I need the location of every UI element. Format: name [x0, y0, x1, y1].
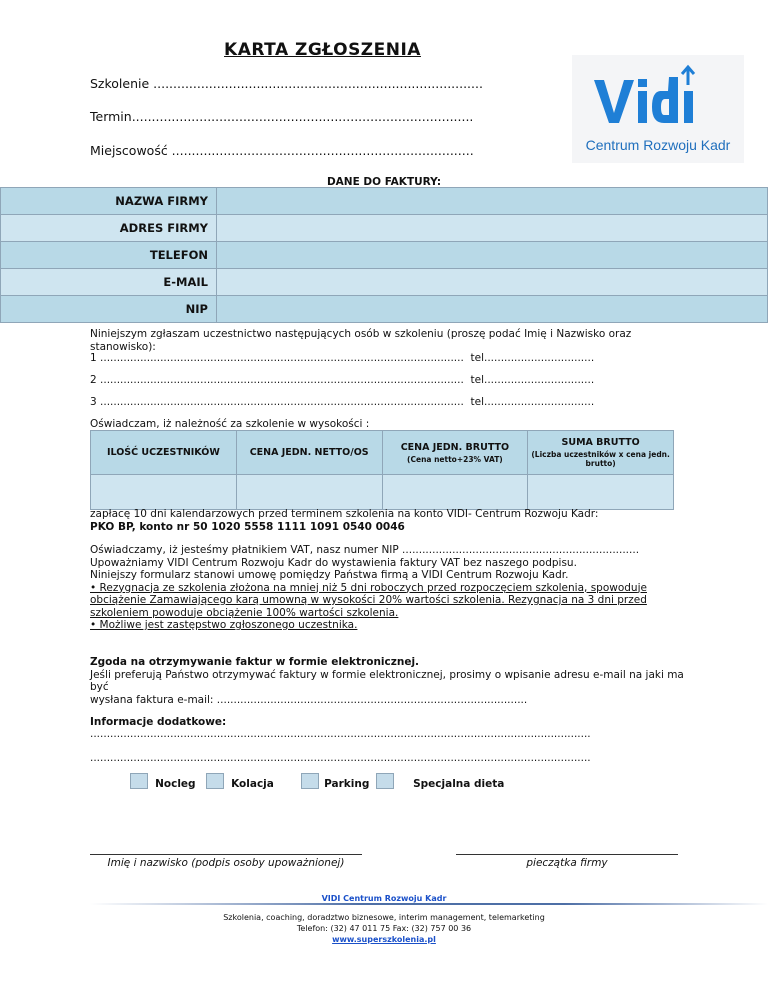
- footer-contact: Telefon: (32) 47 011 75 Fax: (32) 757 00 36: [296, 924, 472, 933]
- col-sum-header: [528, 431, 674, 475]
- col-gross-price-header: [382, 431, 528, 475]
- einvoice-heading: Zgoda na otrzymywanie faktur w formie elektronicznej.: [90, 656, 420, 668]
- stamp-line: [456, 854, 678, 855]
- invoice-label: TELEFON: [1, 242, 217, 269]
- extra-info-line-2[interactable]: ......................................................................................................................................................: [90, 752, 591, 764]
- agreement-text: Niniejszy formularz stanowi umowę pomiędzy Państwa firmą a VIDI Centrum Rozwoju Kadr.: [90, 569, 569, 581]
- participant-tel: tel.................................: [470, 374, 595, 386]
- extra-info-line-1[interactable]: ......................................................................................................................................................: [90, 728, 591, 740]
- participants-intro: Niniejszym zgłaszam uczestnictwo następujących osób w szkoleniu (proszę podać Imię i Nazwisko oraz stanowisko):: [90, 328, 632, 353]
- logo-subtitle: Centrum Rozwoju Kadr: [585, 137, 731, 153]
- participants-count-input[interactable]: [91, 475, 237, 510]
- authorization-text: Upoważniamy VIDI Centrum Rozwoju Kadr do wystawienia faktury VAT bez naszego podpisu.: [90, 556, 577, 569]
- participant-tel: tel.................................: [470, 396, 595, 408]
- terms-block: [90, 544, 700, 632]
- payment-declaration: Oświadczam, iż należność za szkolenie w wysokości :: [90, 418, 370, 430]
- resignation-text: • Rezygnacja ze szkolenia złożona na mniej niż 5 dni roboczych przed rozpoczęciem szkolenia, spowoduje obciążenie Zamawiającego karą umowną w wysokości 20% wartości szkolenia. Rezygnacja na 3 dni przed szkoleniem powoduje obciążenie 100% wartości szkolenia.: [90, 581, 647, 619]
- special-diet-checkbox[interactable]: [376, 773, 504, 793]
- parking-checkbox[interactable]: [301, 773, 369, 793]
- invoice-heading: DANE DO FAKTURY:: [326, 176, 442, 188]
- checkbox-box[interactable]: [301, 773, 319, 789]
- payment-table: [90, 430, 674, 510]
- invoice-row: [1, 188, 768, 215]
- checkbox-box[interactable]: [376, 773, 394, 789]
- participant-name: 3 .............................................................................................................: [90, 396, 464, 408]
- invoice-label: ADRES FIRMY: [1, 215, 217, 242]
- special-diet-label: Specjalna dieta: [413, 778, 505, 790]
- checkbox-box[interactable]: [130, 773, 148, 789]
- einvoice-block: [90, 656, 690, 706]
- arrow-icon: [682, 67, 694, 85]
- invoice-label: NAZWA FIRMY: [1, 188, 217, 215]
- invoice-label: NIP: [1, 296, 217, 323]
- col-gross-price-label: CENA JEDN. BRUTTO: [400, 441, 510, 453]
- net-price-input[interactable]: [236, 475, 382, 510]
- kolacja-checkbox[interactable]: [206, 773, 274, 793]
- vat-line: Oświadczamy, iż jesteśmy płatnikiem VAT, nasz numer NIP .......................................................................: [90, 544, 640, 556]
- kolacja-label: Kolacja: [231, 778, 274, 790]
- participant-line-1[interactable]: [90, 352, 594, 364]
- participant-line-2[interactable]: [90, 374, 594, 386]
- invoice-row: [1, 269, 768, 296]
- col-participants-header: ILOŚĆ UCZESTNIKÓW: [91, 431, 237, 475]
- form-title: KARTA ZGŁOSZENIA: [224, 40, 421, 60]
- gross-price-input[interactable]: [382, 475, 528, 510]
- sum-input[interactable]: [528, 475, 674, 510]
- stamp-caption: pieczątka firmy: [526, 857, 608, 869]
- nocleg-label: Nocleg: [155, 778, 196, 790]
- company-address-input[interactable]: [217, 215, 768, 242]
- col-sum-note: (Liczba uczestników x cena jedn. brutto): [531, 450, 670, 468]
- footer: [0, 893, 768, 945]
- einvoice-email-field[interactable]: wysłana faktura e-mail: .............................................................................................: [90, 693, 528, 706]
- einvoice-text: Jeśli preferują Państwo otrzymywać faktury w formie elektronicznej, prosimy o wpisanie adresu e-mail na jaki ma być: [90, 668, 684, 693]
- participant-tel: tel.................................: [470, 352, 595, 364]
- date-field[interactable]: Termin......................................................................................: [90, 109, 474, 124]
- bank-account: PKO BP, konto nr 50 1020 5558 1111 1091 0540 0046: [90, 520, 405, 533]
- participant-line-3[interactable]: [90, 396, 594, 408]
- substitution-text: • Możliwe jest zastępstwo zgłoszonego uczestnika.: [90, 619, 358, 631]
- invoice-label: E-MAIL: [1, 269, 217, 296]
- city-field[interactable]: Miejscowość ............................................................................: [90, 143, 474, 158]
- payment-line: zapłacę 10 dni kalendarzowych przed terminem szkolenia na konto VIDI- Centrum Rozwoju Kadr:: [90, 508, 599, 520]
- col-sum-label: SUMA BRUTTO: [561, 437, 640, 448]
- col-gross-price-note: (Cena netto+23% VAT): [407, 454, 503, 464]
- payment-info: [90, 508, 710, 533]
- footer-services: Szkolenia, coaching, doradztwo biznesowe, interim management, telemarketing: [223, 913, 545, 922]
- invoice-row: [1, 242, 768, 269]
- vidi-logo: [572, 55, 744, 163]
- invoice-row: [1, 296, 768, 323]
- parking-label: Parking: [324, 778, 370, 790]
- invoice-row: [1, 215, 768, 242]
- footer-company: VIDI Centrum Rozwoju Kadr: [321, 894, 447, 903]
- invoice-table: [0, 187, 768, 323]
- training-field[interactable]: Szkolenie ...................................................................................: [90, 76, 483, 91]
- footer-website-link[interactable]: www.superszkolenia.pl: [332, 935, 436, 944]
- participant-name: 2 .............................................................................................................: [90, 374, 464, 386]
- participant-name: 1 .............................................................................................................: [90, 352, 464, 364]
- nip-input[interactable]: [217, 296, 768, 323]
- checkbox-box[interactable]: [206, 773, 224, 789]
- company-name-input[interactable]: [217, 188, 768, 215]
- signature-caption: Imię i nazwisko (podpis osoby upoważnionej): [107, 857, 345, 869]
- nocleg-checkbox[interactable]: [130, 773, 196, 793]
- signature-line: [90, 854, 362, 855]
- phone-input[interactable]: [217, 242, 768, 269]
- email-input[interactable]: [217, 269, 768, 296]
- extra-info-heading: Informacje dodatkowe:: [90, 716, 227, 728]
- col-net-price-header: CENA JEDN. NETTO/OS: [236, 431, 382, 475]
